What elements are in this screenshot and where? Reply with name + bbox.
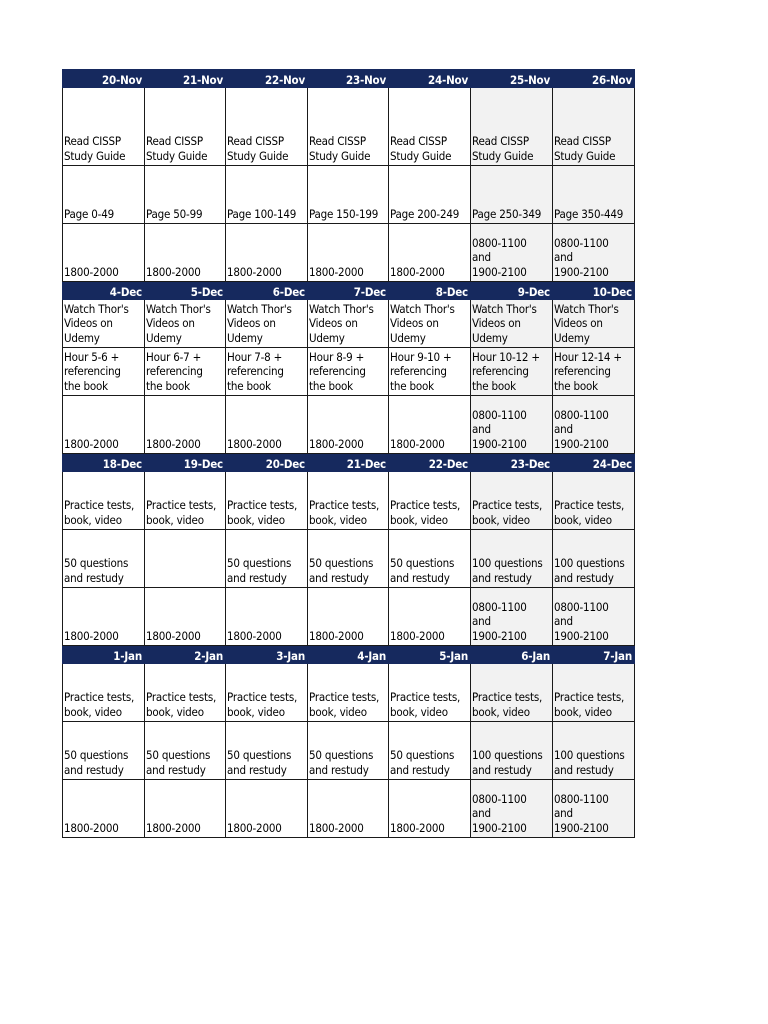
cell-text: Hour 5-6 + referencing the book <box>64 349 121 393</box>
cell-text: 100 questions and restudy <box>472 556 543 585</box>
cell-text: 1800-2000 <box>227 436 282 451</box>
cell-text: 1800-2000 <box>390 436 445 451</box>
schedule-cell <box>308 396 389 454</box>
schedule-cell <box>553 664 635 722</box>
time-row <box>63 224 635 282</box>
detail-row <box>63 530 635 588</box>
schedule-cell <box>145 300 226 348</box>
schedule-cell <box>308 780 389 838</box>
date-header-cell: 24-Nov <box>389 70 471 88</box>
schedule-cell <box>308 88 389 166</box>
cell-text: Page 100-149 <box>227 206 297 221</box>
date-header-cell: 26-Nov <box>553 70 635 88</box>
cell-text: Read CISSP Study Guide <box>554 134 616 163</box>
date-header-cell: 18-Dec <box>63 454 145 472</box>
schedule-cell <box>226 396 308 454</box>
detail-row <box>63 348 635 396</box>
week-header-row <box>63 646 635 664</box>
cell-text: 50 questions and restudy <box>64 748 129 777</box>
schedule-cell <box>553 348 635 396</box>
cell-text: 1800-2000 <box>64 628 119 643</box>
schedule-cell <box>308 300 389 348</box>
schedule-cell <box>145 472 226 530</box>
cell-text: Watch Thor's Videos on Udemy <box>64 301 129 345</box>
cell-text: 1800-2000 <box>146 628 201 643</box>
schedule-cell <box>389 166 471 224</box>
schedule-cell <box>63 348 145 396</box>
schedule-cell <box>145 664 226 722</box>
date-header-cell: 21-Dec <box>308 454 389 472</box>
schedule-cell <box>63 396 145 454</box>
cell-text: Practice tests, book, video <box>309 498 380 527</box>
cell-text: Hour 7-8 + referencing the book <box>227 349 284 393</box>
cell-text: Page 150-199 <box>309 206 379 221</box>
cell-text: 1800-2000 <box>309 264 364 279</box>
cell-text: Watch Thor's Videos on Udemy <box>472 301 537 345</box>
cell-text: Read CISSP Study Guide <box>472 134 534 163</box>
schedule-cell <box>308 224 389 282</box>
schedule-cell <box>471 780 553 838</box>
schedule-cell <box>553 472 635 530</box>
schedule-cell <box>226 166 308 224</box>
schedule-cell <box>63 780 145 838</box>
study-schedule-table <box>62 69 635 838</box>
cell-text: 50 questions and restudy <box>64 556 129 585</box>
cell-text: Practice tests, book, video <box>227 690 298 719</box>
detail-row <box>63 722 635 780</box>
cell-text: 50 questions and restudy <box>390 556 455 585</box>
cell-text: Read CISSP Study Guide <box>227 134 289 163</box>
cell-text: 1800-2000 <box>64 436 119 451</box>
schedule-cell <box>63 224 145 282</box>
schedule-cell <box>389 722 471 780</box>
schedule-cell <box>226 472 308 530</box>
cell-text: Practice tests, book, video <box>472 498 543 527</box>
cell-text: Practice tests, book, video <box>309 690 380 719</box>
schedule-cell <box>389 224 471 282</box>
week-header-row <box>63 454 635 472</box>
cell-text: Watch Thor's Videos on Udemy <box>227 301 292 345</box>
week-header-row <box>63 70 635 88</box>
schedule-cell <box>226 588 308 646</box>
date-header-cell: 6-Dec <box>226 282 308 300</box>
cell-text: 1800-2000 <box>309 820 364 835</box>
schedule-cell <box>63 588 145 646</box>
cell-text: 50 questions and restudy <box>309 748 374 777</box>
time-row <box>63 588 635 646</box>
schedule-cell <box>145 396 226 454</box>
date-header-cell: 20-Nov <box>63 70 145 88</box>
schedule-cell <box>145 224 226 282</box>
cell-text: 0800-1100 and 1900-2100 <box>554 235 609 279</box>
date-header-cell: 3-Jan <box>226 646 308 664</box>
activity-row <box>63 472 635 530</box>
schedule-cell <box>145 88 226 166</box>
cell-text: Read CISSP Study Guide <box>390 134 452 163</box>
cell-text: 0800-1100 and 1900-2100 <box>472 407 527 451</box>
schedule-cell <box>471 166 553 224</box>
cell-text: Hour 9-10 + referencing the book <box>390 349 452 393</box>
schedule-cell <box>389 88 471 166</box>
schedule-cell <box>553 396 635 454</box>
schedule-cell <box>63 722 145 780</box>
schedule-cell <box>553 530 635 588</box>
date-header-cell: 22-Dec <box>389 454 471 472</box>
schedule-cell <box>63 530 145 588</box>
cell-text: Page 350-449 <box>554 206 624 221</box>
cell-text: 1800-2000 <box>227 264 282 279</box>
cell-text: Watch Thor's Videos on Udemy <box>146 301 211 345</box>
cell-text: Watch Thor's Videos on Udemy <box>309 301 374 345</box>
schedule-cell <box>389 348 471 396</box>
cell-text: 1800-2000 <box>390 820 445 835</box>
cell-text: Watch Thor's Videos on Udemy <box>390 301 455 345</box>
date-header-cell: 19-Dec <box>145 454 226 472</box>
schedule-cell <box>471 664 553 722</box>
schedule-cell <box>145 166 226 224</box>
date-header-cell: 24-Dec <box>553 454 635 472</box>
schedule-cell <box>63 166 145 224</box>
cell-text: Practice tests, book, video <box>554 690 625 719</box>
schedule-cell <box>308 348 389 396</box>
cell-text: Page 0-49 <box>64 206 114 221</box>
date-header-cell: 7-Jan <box>553 646 635 664</box>
date-header-cell: 20-Dec <box>226 454 308 472</box>
schedule-cell <box>389 588 471 646</box>
schedule-cell <box>145 722 226 780</box>
schedule-cell <box>553 588 635 646</box>
cell-text: 1800-2000 <box>390 628 445 643</box>
schedule-cell <box>226 722 308 780</box>
schedule-cell <box>308 472 389 530</box>
cell-text: 0800-1100 and 1900-2100 <box>554 407 609 451</box>
schedule-cell <box>389 300 471 348</box>
cell-text: Practice tests, book, video <box>227 498 298 527</box>
schedule-cell <box>308 588 389 646</box>
schedule-cell <box>553 300 635 348</box>
cell-text: Hour 8-9 + referencing the book <box>309 349 366 393</box>
schedule-cell <box>226 300 308 348</box>
schedule-cell <box>63 300 145 348</box>
activity-row <box>63 664 635 722</box>
schedule-cell <box>553 166 635 224</box>
cell-text: Practice tests, book, video <box>64 498 135 527</box>
cell-text: 100 questions and restudy <box>554 748 625 777</box>
cell-text: 0800-1100 and 1900-2100 <box>554 599 609 643</box>
date-header-cell: 7-Dec <box>308 282 389 300</box>
cell-text: 1800-2000 <box>390 264 445 279</box>
cell-text: 1800-2000 <box>146 820 201 835</box>
schedule-cell <box>471 348 553 396</box>
cell-text: 1800-2000 <box>64 820 119 835</box>
schedule-cell <box>389 396 471 454</box>
cell-text: Page 250-349 <box>472 206 542 221</box>
date-header-cell: 5-Dec <box>145 282 226 300</box>
cell-text: 0800-1100 and 1900-2100 <box>472 791 527 835</box>
schedule-cell <box>63 88 145 166</box>
schedule-cell <box>63 472 145 530</box>
cell-text: 0800-1100 and 1900-2100 <box>554 791 609 835</box>
date-header-cell: 10-Dec <box>553 282 635 300</box>
cell-text: Page 50-99 <box>146 206 203 221</box>
schedule-cell <box>471 472 553 530</box>
date-header-cell: 21-Nov <box>145 70 226 88</box>
cell-text: Watch Thor's Videos on Udemy <box>554 301 619 345</box>
schedule-cell <box>471 722 553 780</box>
cell-text: 50 questions and restudy <box>146 748 211 777</box>
date-header-cell: 4-Jan <box>308 646 389 664</box>
date-header-cell: 22-Nov <box>226 70 308 88</box>
cell-text: 1800-2000 <box>309 436 364 451</box>
date-header-cell: 6-Jan <box>471 646 553 664</box>
activity-row <box>63 300 635 348</box>
cell-text: 1800-2000 <box>227 628 282 643</box>
date-header-cell: 23-Dec <box>471 454 553 472</box>
schedule-cell <box>145 530 226 588</box>
schedule-cell <box>63 664 145 722</box>
schedule-cell <box>471 88 553 166</box>
cell-text: 50 questions and restudy <box>227 748 292 777</box>
cell-text: 50 questions and restudy <box>227 556 292 585</box>
date-header-cell: 25-Nov <box>471 70 553 88</box>
schedule-cell <box>389 664 471 722</box>
date-header-cell: 5-Jan <box>389 646 471 664</box>
cell-text: 1800-2000 <box>146 264 201 279</box>
cell-text: 100 questions and restudy <box>472 748 543 777</box>
cell-text: Practice tests, book, video <box>554 498 625 527</box>
cell-text: 100 questions and restudy <box>554 556 625 585</box>
cell-text: Practice tests, book, video <box>64 690 135 719</box>
schedule-cell <box>553 780 635 838</box>
schedule-cell <box>389 530 471 588</box>
schedule-cell <box>145 348 226 396</box>
cell-text: 50 questions and restudy <box>309 556 374 585</box>
date-header-cell: 4-Dec <box>63 282 145 300</box>
time-row <box>63 780 635 838</box>
schedule-cell <box>226 88 308 166</box>
schedule-cell <box>308 530 389 588</box>
schedule-cell <box>553 722 635 780</box>
cell-text: Practice tests, book, video <box>146 690 217 719</box>
activity-row <box>63 88 635 166</box>
schedule-cell <box>308 166 389 224</box>
cell-text: Page 200-249 <box>390 206 460 221</box>
schedule-cell <box>553 224 635 282</box>
cell-text: Read CISSP Study Guide <box>309 134 371 163</box>
cell-text: Practice tests, book, video <box>146 498 217 527</box>
cell-text: Hour 6-7 + referencing the book <box>146 349 203 393</box>
schedule-cell <box>145 780 226 838</box>
cell-text: Practice tests, book, video <box>390 690 461 719</box>
schedule-cell <box>389 780 471 838</box>
schedule-cell <box>145 588 226 646</box>
schedule-cell <box>471 300 553 348</box>
cell-text: Hour 10-12 + referencing the book <box>472 349 540 393</box>
cell-text: Read CISSP Study Guide <box>146 134 208 163</box>
schedule-cell <box>471 588 553 646</box>
cell-text: 50 questions and restudy <box>390 748 455 777</box>
schedule-cell <box>226 224 308 282</box>
time-row <box>63 396 635 454</box>
schedule-cell <box>471 530 553 588</box>
schedule-cell <box>308 664 389 722</box>
schedule-cell <box>226 664 308 722</box>
cell-text: 1800-2000 <box>64 264 119 279</box>
schedule-cell <box>226 780 308 838</box>
cell-text: Hour 12-14 + referencing the book <box>554 349 622 393</box>
schedule-cell <box>553 88 635 166</box>
cell-text: Practice tests, book, video <box>472 690 543 719</box>
cell-text: 1800-2000 <box>309 628 364 643</box>
date-header-cell: 2-Jan <box>145 646 226 664</box>
detail-row <box>63 166 635 224</box>
date-header-cell: 23-Nov <box>308 70 389 88</box>
schedule-cell <box>471 224 553 282</box>
cell-text: Read CISSP Study Guide <box>64 134 126 163</box>
cell-text: 0800-1100 and 1900-2100 <box>472 235 527 279</box>
schedule-cell <box>389 472 471 530</box>
cell-text: 1800-2000 <box>227 820 282 835</box>
schedule-cell <box>471 396 553 454</box>
cell-text: 1800-2000 <box>146 436 201 451</box>
schedule-cell <box>308 722 389 780</box>
cell-text: Practice tests, book, video <box>390 498 461 527</box>
week-header-row <box>63 282 635 300</box>
date-header-cell: 9-Dec <box>471 282 553 300</box>
schedule-cell <box>226 348 308 396</box>
schedule-cell <box>226 530 308 588</box>
date-header-cell: 1-Jan <box>63 646 145 664</box>
date-header-cell: 8-Dec <box>389 282 471 300</box>
cell-text: 0800-1100 and 1900-2100 <box>472 599 527 643</box>
